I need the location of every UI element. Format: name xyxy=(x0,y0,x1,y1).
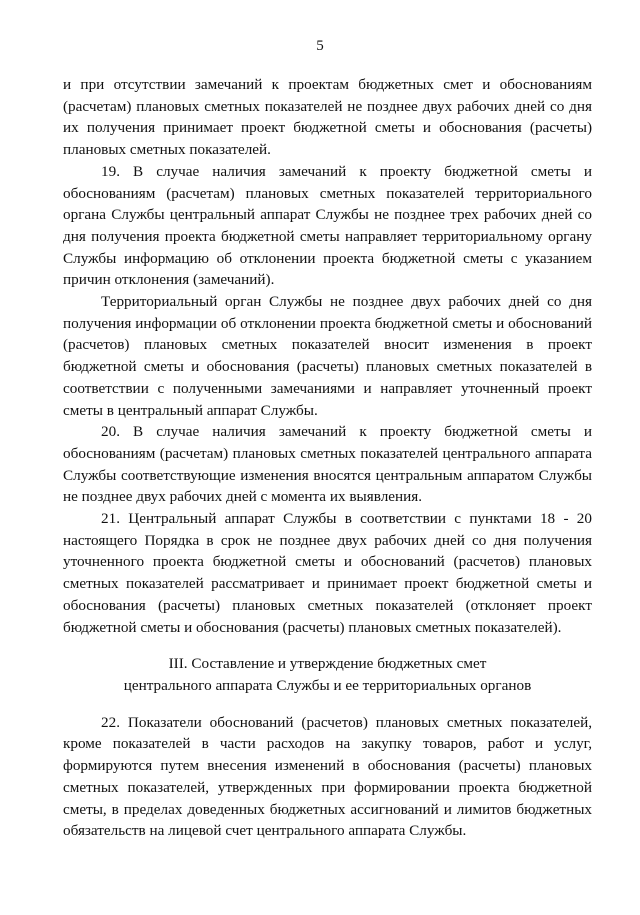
paragraph-item-20: 20. В случае наличия замечаний к проекту бюджетной сметы и обоснованиям (расчетам) плановых сметных показателей центрального аппарата Службы соответствующие изменения вносятся центральным аппаратом Службы не позднее двух рабочих дней с момента их выявления. xyxy=(63,423,592,506)
paragraph-item-19: 19. В случае наличия замечаний к проекту бюджетной сметы и обоснованиям (расчетам) плановых сметных показателей территориального органа Службы центральный аппарат Службы не позднее трех рабочих дней со дня получения проекта бюджетной сметы направляет территориальному органу Службы информацию об отклонении проекта бюджетной сметы с указанием причин отклонения (замечаний). xyxy=(63,162,592,289)
paragraph-item-22: 22. Показатели обоснований (расчетов) плановых сметных показателей, кроме показателей в части расходов на закупку товаров, работ и услуг, формируются путем внесения изменений в обоснования (расчеты) плановых сметных показателей, утвержденных при формировании проекта бюджетной сметы, в пределах доведенных бюджетных ассигнований и лимитов бюджетных обязательств на лицевой счет центрального аппарата Службы. xyxy=(63,713,592,840)
paragraph-item-21: 21. Центральный аппарат Службы в соответствии с пунктами 18 - 20 настоящего Порядка в срок не позднее двух рабочих дней со дня получения уточненного проекта бюджетной сметы и обоснований (расчетов) плановых сметных показателей рассматривает и принимает проект бюджетной сметы и обоснования (расчеты) плановых сметных показателей (отклоняет проект бюджетной сметы и обоснования (расчеты) плановых сметных показателей). xyxy=(63,510,592,636)
section-heading-line-2: центрального аппарата Службы и ее территориальных органов xyxy=(123,676,532,694)
section-heading xyxy=(63,653,592,696)
section-heading-line-1: III. Составление и утверждение бюджетных смет xyxy=(168,655,487,673)
page-number: 5 xyxy=(316,38,324,54)
document-body xyxy=(63,74,592,842)
paragraph-continuation: и при отсутствии замечаний к проектам бюджетных смет и обоснованиям (расчетам) плановых сметных показателей не позднее двух рабочих дней со дня их получения принимает проект бюджетной сметы и обоснования (расчеты) плановых сметных показателей. xyxy=(63,76,592,159)
paragraph-territorial-organ: Территориальный орган Службы не позднее двух рабочих дней со дня получения информации об отклонении проекта бюджетной сметы и обоснований (расчетов) плановых сметных показателей вносит изменения в проект бюджетной сметы и обоснования (расчеты) плановых сметных показателей в соответствии с полученными замечаниями и направляет уточненный проект сметы в центральный аппарат Службы. xyxy=(63,293,592,419)
